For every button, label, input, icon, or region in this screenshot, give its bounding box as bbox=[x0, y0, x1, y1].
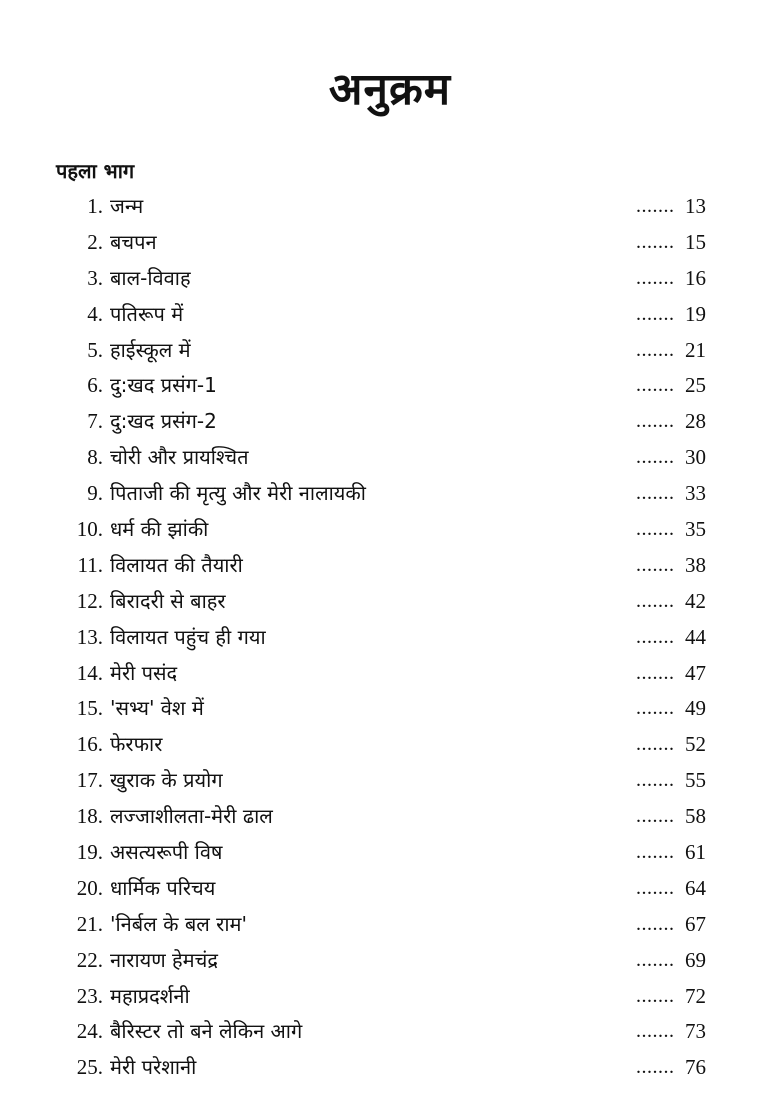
entry-page-number: 76 bbox=[685, 1055, 706, 1080]
toc-entry bbox=[0, 1014, 780, 1050]
dot-leader: ....... bbox=[636, 625, 675, 648]
entry-page-number: 16 bbox=[685, 265, 706, 290]
entry-title: दु:खद प्रसंग-2 bbox=[110, 409, 217, 434]
entry-title: बचपन bbox=[110, 229, 157, 254]
toc-entry bbox=[0, 404, 780, 440]
dot-leader: ....... bbox=[636, 195, 675, 217]
entry-title: असत्यरूपी विष bbox=[110, 840, 223, 865]
entry-page-number: 72 bbox=[685, 983, 706, 1008]
entry-title: लज्जाशीलता-मेरी ढाल bbox=[110, 804, 273, 829]
entry-page-number: 64 bbox=[685, 875, 706, 900]
toc-entry bbox=[0, 297, 780, 333]
dot-leader: ....... bbox=[636, 266, 675, 289]
entry-page-number: 73 bbox=[685, 1019, 706, 1044]
entry-number: 17. bbox=[76, 768, 103, 793]
entry-title: धर्म की झांकी bbox=[110, 517, 209, 542]
entry-title: धार्मिक परिचय bbox=[110, 875, 216, 900]
entry-number: 1. bbox=[87, 194, 103, 218]
toc-entry bbox=[0, 727, 780, 763]
dot-leader: ....... bbox=[636, 553, 675, 576]
entry-number: 18. bbox=[76, 804, 103, 829]
dot-leader: ....... bbox=[636, 589, 675, 612]
dot-leader: ....... bbox=[636, 841, 675, 864]
toc-entry bbox=[0, 368, 780, 404]
toc-entry bbox=[0, 943, 780, 979]
entry-page-number: 52 bbox=[685, 732, 706, 757]
entry-number: 11. bbox=[77, 552, 103, 577]
dot-leader: ....... bbox=[636, 1020, 675, 1043]
dot-leader: ....... bbox=[636, 1056, 675, 1079]
dot-leader: ....... bbox=[636, 230, 675, 253]
entry-title: मेरी पसंद bbox=[110, 660, 178, 685]
entry-title: 'सभ्य' वेश में bbox=[110, 696, 204, 721]
entry-title: बाल-विवाह bbox=[110, 265, 191, 290]
entry-page-number: 61 bbox=[685, 840, 706, 865]
entry-title: हाईस्कूल में bbox=[110, 337, 191, 362]
entry-page-number: 33 bbox=[685, 481, 706, 506]
entry-page-number: 69 bbox=[685, 947, 706, 972]
entry-title: विलायत की तैयारी bbox=[110, 552, 243, 577]
dot-leader: ....... bbox=[636, 733, 675, 756]
entry-page-number: 28 bbox=[685, 409, 706, 434]
toc-entry bbox=[0, 261, 780, 297]
entry-title: चोरी और प्रायश्चित bbox=[110, 445, 249, 470]
entry-number: 13. bbox=[76, 624, 103, 649]
entry-page-number: 19 bbox=[685, 301, 706, 326]
entry-page-number: 21 bbox=[685, 337, 706, 362]
toc-entry bbox=[0, 799, 780, 835]
entry-title: नारायण हेमचंद्र bbox=[110, 947, 218, 972]
entry-title: खुराक के प्रयोग bbox=[110, 768, 223, 793]
entry-title: विलायत पहुंच ही गया bbox=[110, 624, 266, 649]
entry-title: जन्म bbox=[110, 194, 144, 218]
entry-page-number: 13 bbox=[685, 194, 706, 218]
entry-title: महाप्रदर्शनी bbox=[110, 983, 190, 1008]
entry-number: 2. bbox=[87, 229, 103, 254]
dot-leader: ....... bbox=[636, 876, 675, 899]
entry-number: 8. bbox=[87, 445, 103, 470]
entry-title: बिरादरी से बाहर bbox=[110, 588, 226, 613]
dot-leader: ....... bbox=[636, 661, 675, 684]
entry-number: 6. bbox=[87, 373, 103, 398]
entry-number: 14. bbox=[76, 660, 103, 685]
page-title: अनुक्रम bbox=[328, 64, 452, 115]
entry-number: 24. bbox=[76, 1019, 103, 1044]
entry-number: 20. bbox=[76, 875, 103, 900]
dot-leader: ....... bbox=[636, 518, 675, 541]
entry-title: पतिरूप में bbox=[110, 301, 184, 326]
entry-number: 22. bbox=[76, 947, 103, 972]
entry-number: 5. bbox=[87, 337, 103, 362]
entry-title: 'निर्बल के बल राम' bbox=[110, 911, 247, 936]
toc-list bbox=[0, 189, 780, 1086]
toc-entry bbox=[0, 476, 780, 512]
entry-page-number: 42 bbox=[685, 588, 706, 613]
entry-number: 7. bbox=[87, 409, 103, 434]
entry-number: 12. bbox=[76, 588, 103, 613]
toc-entry bbox=[0, 584, 780, 620]
entry-page-number: 15 bbox=[685, 229, 706, 254]
toc-entry bbox=[0, 189, 780, 225]
toc-entry bbox=[0, 440, 780, 476]
entry-title: बैरिस्टर तो बने लेकिन आगे bbox=[110, 1019, 303, 1044]
toc-entry bbox=[0, 225, 780, 261]
dot-leader: ....... bbox=[636, 482, 675, 505]
entry-page-number: 49 bbox=[685, 696, 706, 721]
entry-number: 15. bbox=[76, 696, 103, 721]
dot-leader: ....... bbox=[636, 984, 675, 1007]
toc-entry bbox=[0, 620, 780, 656]
entry-page-number: 58 bbox=[685, 804, 706, 829]
dot-leader: ....... bbox=[636, 374, 675, 397]
entry-page-number: 38 bbox=[685, 552, 706, 577]
dot-leader: ....... bbox=[636, 697, 675, 720]
section-heading: पहला भाग bbox=[56, 159, 135, 183]
toc-entry bbox=[0, 548, 780, 584]
entry-page-number: 30 bbox=[685, 445, 706, 470]
entry-number: 10. bbox=[76, 517, 103, 542]
toc-entry bbox=[0, 1050, 780, 1086]
entry-number: 19. bbox=[76, 840, 103, 865]
entry-number: 23. bbox=[76, 983, 103, 1008]
entry-number: 25. bbox=[76, 1055, 103, 1080]
toc-entry bbox=[0, 871, 780, 907]
entry-page-number: 25 bbox=[685, 373, 706, 398]
dot-leader: ....... bbox=[636, 805, 675, 828]
dot-leader: ....... bbox=[636, 410, 675, 433]
entry-number: 3. bbox=[87, 265, 103, 290]
entry-page-number: 67 bbox=[685, 911, 706, 936]
dot-leader: ....... bbox=[636, 302, 675, 325]
toc-entry bbox=[0, 835, 780, 871]
toc-entry bbox=[0, 979, 780, 1015]
entry-number: 16. bbox=[76, 732, 103, 757]
toc-entry bbox=[0, 691, 780, 727]
dot-leader: ....... bbox=[636, 446, 675, 469]
entry-number: 9. bbox=[87, 481, 103, 506]
dot-leader: ....... bbox=[636, 769, 675, 792]
entry-number: 21. bbox=[76, 911, 103, 936]
toc-entry bbox=[0, 512, 780, 548]
dot-leader: ....... bbox=[636, 948, 675, 971]
entry-title: पिताजी की मृत्यु और मेरी नालायकी bbox=[110, 481, 366, 506]
entry-number: 4. bbox=[87, 301, 103, 326]
entry-title: फेरफार bbox=[110, 732, 163, 757]
entry-page-number: 55 bbox=[685, 768, 706, 793]
entry-page-number: 35 bbox=[685, 517, 706, 542]
entry-page-number: 47 bbox=[685, 660, 706, 685]
dot-leader: ....... bbox=[636, 338, 675, 361]
toc-entry bbox=[0, 907, 780, 943]
toc-entry bbox=[0, 333, 780, 369]
dot-leader: ....... bbox=[636, 912, 675, 935]
entry-page-number: 44 bbox=[685, 624, 706, 649]
entry-title: दु:खद प्रसंग-1 bbox=[110, 373, 217, 398]
toc-entry bbox=[0, 656, 780, 692]
toc-entry bbox=[0, 763, 780, 799]
entry-title: मेरी परेशानी bbox=[110, 1055, 197, 1080]
